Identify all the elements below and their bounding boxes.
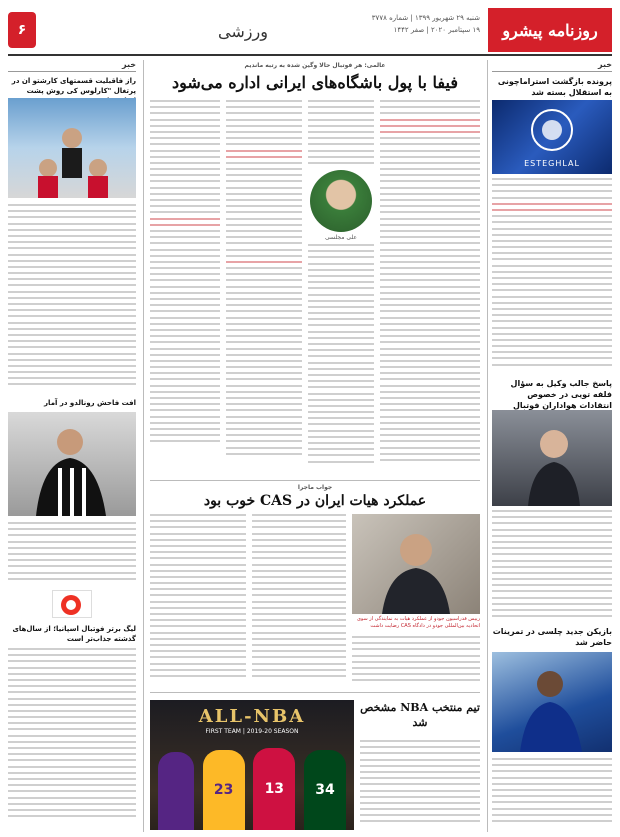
right-column-divider	[487, 60, 488, 832]
cas-story-col1	[352, 636, 480, 688]
nba-all-team-image	[150, 700, 354, 830]
newspaper-logo: روزنامه پیشرو	[488, 8, 612, 52]
header-rule	[8, 54, 612, 56]
nba-headline: تیم منتخب NBA مشخص شد	[360, 701, 480, 729]
right-column-tag: خبر	[492, 60, 612, 72]
left-story1-title: راز فاقبلیت قسمتهای کارشتو ان در پرتغال "کارلوس کی روش پشت	[11, 77, 136, 95]
team-celebration-icon	[8, 98, 136, 198]
main-kicker: عالمی: هر فوتبال حالا وگین شده به رتبه ماندیم	[244, 62, 386, 69]
person-silhouette-icon	[352, 514, 480, 614]
dateline-persian: شنبه ۲۹ شهریور ۱۳۹۹ | شماره ۳۷۷۸	[371, 14, 480, 22]
main-story-col2-bottom	[308, 244, 374, 476]
right-story3-body	[492, 758, 612, 830]
main-story-col1	[380, 100, 480, 476]
left-story2-title: افت فاحش رونالدو در آمار	[44, 399, 136, 407]
esteghlal-logo-image	[492, 100, 612, 174]
left-story3-title: لیگ برتر فوتبال اسپانیا؛ از سال‌های گذشته جذاب‌تر است	[12, 625, 136, 643]
cas-story-col3	[150, 514, 246, 688]
interviewee-name: علی مجلسی	[325, 234, 357, 241]
nba-player-jersey-b: 13	[253, 748, 295, 830]
left-story2-body	[8, 522, 136, 584]
person-silhouette-icon	[492, 410, 612, 506]
esteghlal-logo-text: ESTEGHLAL	[524, 159, 580, 168]
left-story3-body	[8, 648, 136, 830]
main-story-col3	[226, 100, 302, 476]
left-story1-body	[8, 204, 136, 394]
nba-story-body	[360, 740, 480, 830]
main-story-col2-top	[308, 100, 374, 170]
main-divider	[150, 480, 480, 481]
left-column-divider	[143, 60, 144, 832]
dateline	[372, 12, 480, 36]
dateline-gregorian: ۱۹ سپتامبر ۲۰۲۰ | صفر ۱۴۴۲	[393, 26, 480, 34]
nba-banner-subtitle: FIRST TEAM | 2019-20 SEASON	[205, 728, 299, 735]
nba-player-jersey-c: 34	[304, 750, 346, 830]
right-story1-body	[492, 178, 612, 374]
laliga-logo	[52, 590, 92, 618]
right-story1-title: پرونده بازگشت استراماچونی به استقلال بسته شد	[497, 77, 612, 97]
left-column-tag: خبر	[8, 60, 136, 72]
interviewee-photo	[310, 170, 372, 232]
celebration-photo	[8, 98, 136, 198]
player-silhouette-icon	[8, 412, 136, 516]
cas-photo-caption: رییس فدراسیون جودو از عملکرد هیات به نمایندگی از سوی اتحادیه بین‌المللی جودو در دادگاه CAS رضایت داشت	[357, 616, 480, 629]
right-story2-title: پاسخ جالب وکیل به سؤال فلفه تویی در خصوص انتقادات هواداران فوتبال	[510, 379, 612, 410]
nba-divider	[150, 692, 480, 693]
section-label: ورزشی	[218, 22, 268, 41]
cas-story-col2	[252, 514, 346, 688]
nba-players	[158, 746, 346, 830]
laliga-emblem-icon	[52, 591, 91, 618]
cas-headline: عملکرد هیات ایران در CAS خوب بود	[203, 493, 427, 509]
nba-banner-title: ALL-NBA	[198, 706, 306, 727]
cas-kicker: جواب ماجرا	[297, 484, 333, 491]
right-story3-title: بازیکن جدید چلسی در تمرینات حاضر شد	[492, 627, 612, 647]
judo-president-photo	[352, 514, 480, 614]
masthead	[8, 8, 612, 54]
ronaldo-photo	[8, 412, 136, 516]
page-number: ۶	[8, 12, 36, 48]
nba-player-1	[158, 752, 194, 830]
right-story2-body	[492, 510, 612, 622]
lawyer-photo	[492, 410, 612, 506]
main-story-col4	[150, 100, 220, 476]
player-silhouette-icon	[492, 652, 612, 752]
main-headline: فیفا با پول باشگاه‌های ایرانی اداره می‌شود	[172, 73, 458, 92]
chelsea-player-photo	[492, 652, 612, 752]
nba-player-jersey-a: 23	[203, 750, 245, 830]
